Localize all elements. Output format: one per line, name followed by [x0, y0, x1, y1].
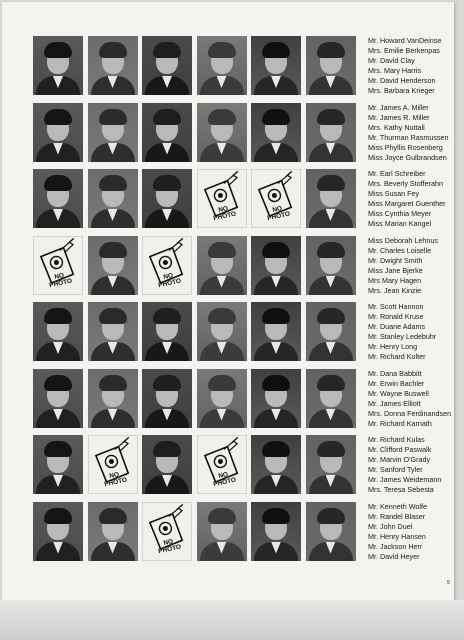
faculty-portrait: [306, 236, 356, 295]
name-list-row-4: [368, 236, 454, 303]
faculty-portrait: [197, 502, 247, 561]
faculty-portrait: [88, 369, 138, 428]
faculty-name: Mr. Erwin Bachler: [368, 378, 425, 388]
no-photo-placeholder: [142, 236, 192, 295]
faculty-portrait: [33, 435, 83, 494]
name-list-row-3: [368, 169, 454, 236]
faculty-name: Miss Jane Bjerke: [368, 265, 423, 275]
name-list-row-1: [368, 36, 454, 103]
faculty-name: Mrs. Donna Ferdinandsen: [368, 408, 452, 418]
faculty-name: Mr. Ronald Kruse: [368, 312, 424, 321]
faculty-name: Mr. Dwight Smith: [368, 255, 423, 265]
no-photo-placeholder: [197, 169, 247, 228]
faculty-name: Miss Marian Kangel: [368, 219, 432, 228]
faculty-portrait: [306, 435, 356, 494]
page-number: 5: [447, 580, 450, 586]
faculty-name: Mr. Jackson Herr: [368, 541, 423, 551]
faculty-portrait: [88, 302, 138, 361]
faculty-portrait: [251, 103, 301, 162]
faculty-name: Mr. James A. Miller: [368, 102, 429, 112]
faculty-name: Mr. Clifford Paswalk: [368, 445, 432, 454]
faculty-portrait: [142, 36, 192, 95]
faculty-name: Mr. Thurman Rasmussen: [368, 132, 449, 142]
no-photo-label: NO PHOTO: [212, 205, 237, 223]
faculty-name: Mr. Howard VanDeinse: [368, 36, 442, 45]
faculty-portrait: [306, 103, 356, 162]
faculty-portrait: [142, 302, 192, 361]
faculty-name-columns: [368, 36, 454, 568]
faculty-name: Mrs. Emilie Berkenpas: [368, 46, 440, 55]
faculty-portrait: [306, 169, 356, 228]
faculty-name: Mrs. Beverly Stofferahn: [368, 179, 443, 188]
faculty-portrait: [88, 103, 138, 162]
faculty-portrait: [33, 36, 83, 95]
faculty-name: Miss Cynthia Meyer: [368, 209, 432, 218]
faculty-portrait: [33, 169, 83, 228]
faculty-name: Mr. Marvin O'Grady: [368, 455, 431, 464]
faculty-portrait: [33, 103, 83, 162]
faculty-name: Mr. Richard Karnath: [368, 418, 432, 428]
faculty-portrait: [251, 36, 301, 95]
faculty-portrait: [142, 169, 192, 228]
faculty-portrait: [197, 302, 247, 361]
faculty-name: Mr. Henry Long: [368, 342, 418, 351]
faculty-portrait: [88, 502, 138, 561]
faculty-name: Mrs. Teresa Sebesta: [368, 485, 434, 494]
no-photo-placeholder: [142, 502, 192, 561]
faculty-portrait: [197, 369, 247, 428]
name-list-row-6: [368, 369, 454, 436]
faculty-name: Miss Margaret Guenther: [368, 199, 446, 208]
faculty-portrait: [306, 369, 356, 428]
name-list-row-5: [368, 302, 454, 369]
no-photo-placeholder: [251, 169, 301, 228]
faculty-portrait: [197, 36, 247, 95]
faculty-name: Mr. Richard Kolter: [368, 352, 426, 361]
faculty-name: Mrs. Barbara Krieger: [368, 86, 435, 95]
no-photo-label: NO PHOTO: [103, 471, 128, 489]
faculty-name: Miss Joyce Gulbrandsen: [368, 152, 447, 162]
faculty-portrait: [306, 302, 356, 361]
faculty-name: Miss Susan Fey: [368, 189, 420, 198]
faculty-portrait: [142, 435, 192, 494]
faculty-name: Mrs. Kathy Nuttall: [368, 122, 425, 132]
name-list-row-8: [368, 502, 454, 569]
no-photo-label: NO PHOTO: [266, 205, 291, 223]
faculty-name: Mr. Earl Schreiber: [368, 169, 426, 178]
faculty-photo-grid: [33, 36, 356, 568]
no-photo-label: NO PHOTO: [157, 537, 182, 555]
faculty-portrait: [306, 502, 356, 561]
faculty-portrait: [197, 103, 247, 162]
faculty-name: Mrs. Mary Harris: [368, 66, 422, 75]
page-shadow-area: [0, 600, 464, 640]
faculty-name: Mrs. Jean Kinzie: [368, 285, 422, 295]
faculty-name: Mr. Kenneth Wolfe: [368, 501, 427, 511]
faculty-name: Miss Phyllis Rosenberg: [368, 142, 443, 152]
no-photo-label: NO PHOTO: [212, 471, 237, 489]
faculty-portrait: [33, 369, 83, 428]
faculty-name: Mr. John Duel: [368, 521, 413, 531]
faculty-name: Mr. Henry Hansen: [368, 531, 426, 541]
faculty-name: Mr. James R. Miller: [368, 112, 430, 122]
faculty-portrait: [88, 236, 138, 295]
faculty-name: Mr. Charles Loiselle: [368, 245, 432, 255]
no-photo-label: NO PHOTO: [157, 271, 182, 289]
no-photo-label: NO PHOTO: [48, 271, 73, 289]
faculty-portrait: [88, 36, 138, 95]
faculty-portrait: [251, 369, 301, 428]
faculty-name: Mr. Stanley Ledebuhr: [368, 332, 437, 341]
faculty-portrait: [33, 302, 83, 361]
faculty-name: Mr. Duane Adams: [368, 322, 426, 331]
name-list-row-2: [368, 103, 454, 170]
no-photo-placeholder: [88, 435, 138, 494]
no-photo-placeholder: [33, 236, 83, 295]
faculty-portrait: [197, 236, 247, 295]
faculty-name: Mr. James Weidemann: [368, 475, 442, 484]
faculty-portrait: [251, 435, 301, 494]
faculty-name: Mrs Mary Hagen: [368, 275, 422, 285]
faculty-portrait: [142, 369, 192, 428]
faculty-portrait: [251, 302, 301, 361]
faculty-portrait: [251, 502, 301, 561]
faculty-name: Mr. Sanford Tyler: [368, 465, 423, 474]
faculty-name: Mr. David Heyer: [368, 551, 420, 561]
faculty-name: Mr. David Henderson: [368, 76, 436, 85]
faculty-name: Mr. Scott Hannon: [368, 302, 424, 311]
faculty-name: Mr. Randel Blaser: [368, 511, 426, 521]
faculty-portrait: [251, 236, 301, 295]
no-photo-placeholder: [197, 435, 247, 494]
faculty-name: Mr. Wayne Buswell: [368, 388, 429, 398]
faculty-portrait: [306, 36, 356, 95]
faculty-name: Mr. James Elliott: [368, 398, 421, 408]
name-list-row-7: [368, 435, 454, 502]
faculty-name: Mr. Richard Kulas: [368, 435, 425, 444]
faculty-portrait: [142, 103, 192, 162]
faculty-name: Mr. Dana Babbitt: [368, 368, 422, 378]
faculty-portrait: [88, 169, 138, 228]
faculty-portrait: [33, 502, 83, 561]
faculty-name: Miss Deborah Lehnus: [368, 235, 438, 245]
faculty-name: Mr. David Clay: [368, 56, 415, 65]
